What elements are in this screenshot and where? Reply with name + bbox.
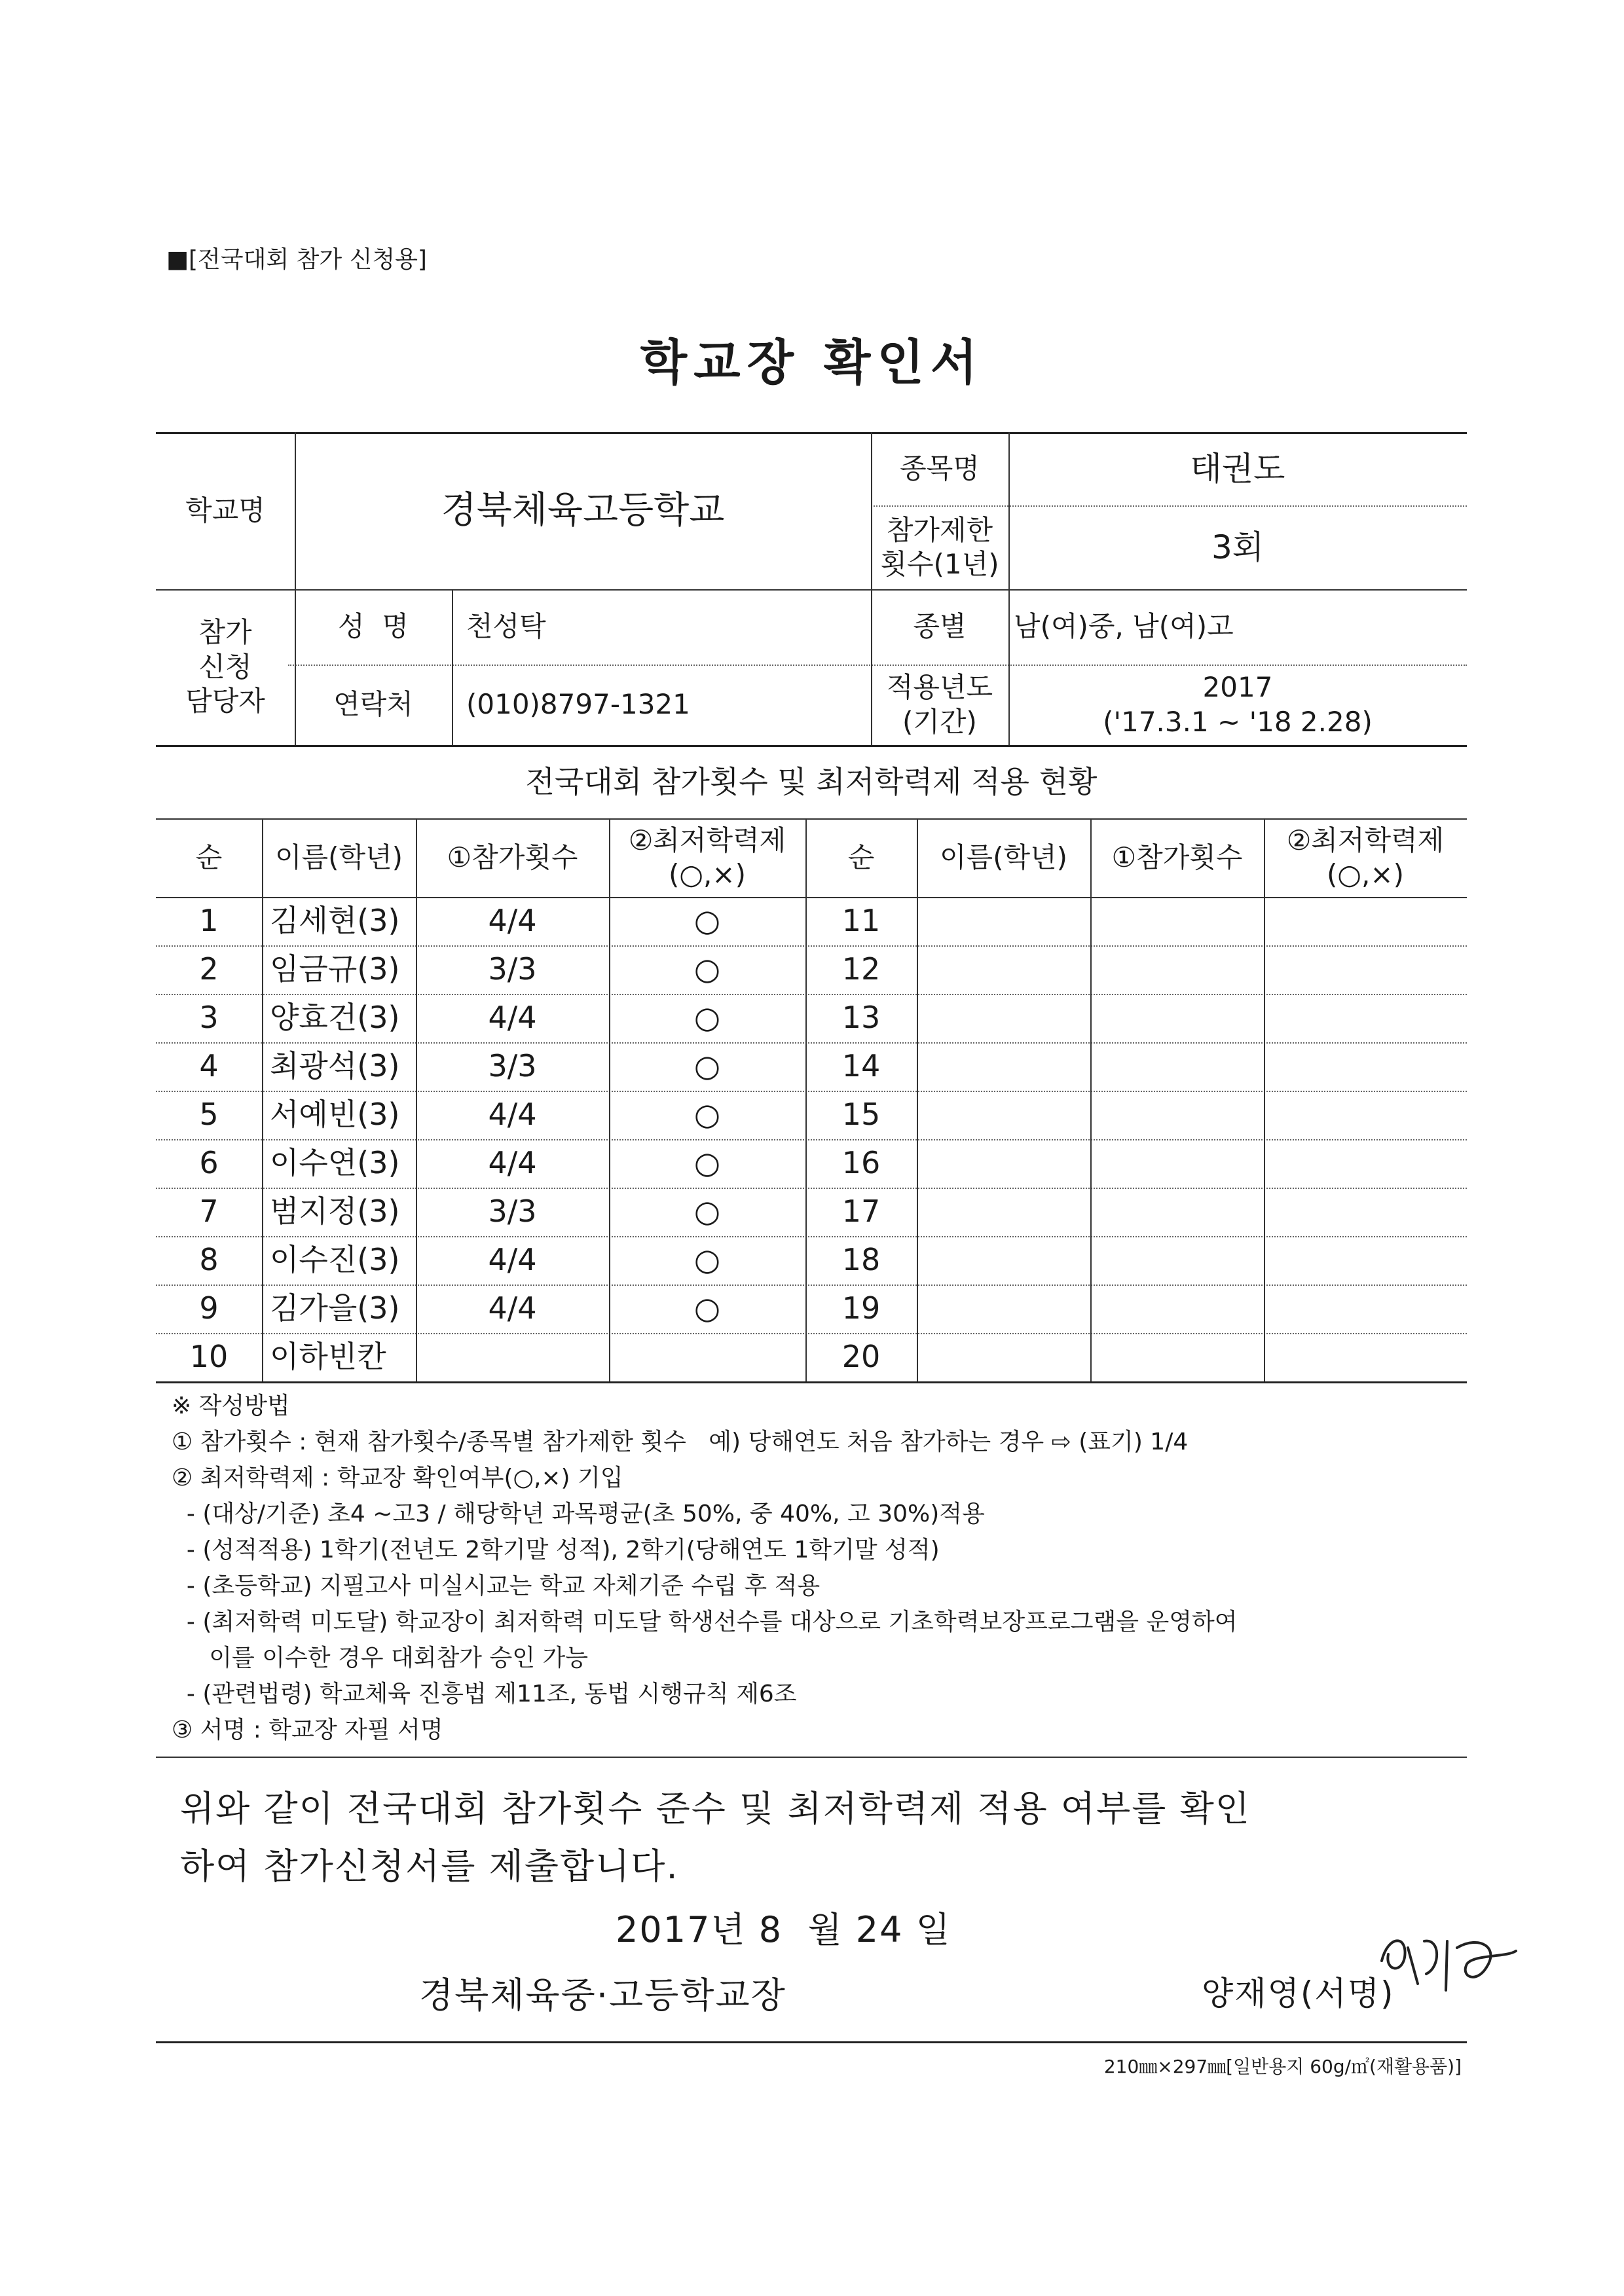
- row-min: ○: [693, 1290, 721, 1326]
- row-no-right: 15: [841, 1097, 881, 1133]
- col-min-left-line2: (○,×): [669, 858, 746, 890]
- row-no-right: 17: [841, 1194, 881, 1230]
- row-no: 3: [199, 1000, 219, 1036]
- col-name-right: 이름(학년): [939, 841, 1068, 873]
- row-count: 4/4: [488, 1145, 537, 1181]
- contact-group-line3: 담당자: [185, 685, 265, 718]
- row-no: 4: [199, 1048, 219, 1084]
- row-no-right: 18: [841, 1242, 881, 1278]
- row-count: 4/4: [488, 1242, 537, 1278]
- year-value: [1008, 665, 1467, 745]
- row-no: 2: [199, 951, 219, 987]
- col-no-left: 순: [195, 841, 223, 873]
- col-min-left: [609, 818, 805, 897]
- row-count: 3/3: [488, 1194, 537, 1230]
- row-min: ○: [693, 1048, 721, 1084]
- instruction-line: - (최저학력 미도달) 학교장이 최저학력 미도달 학생선수를 대상으로 기초학력보장프로그램을 운영하여: [172, 1609, 1238, 1635]
- page-title: 학교장 확인서: [640, 335, 984, 391]
- year-label-line1: 적용년도: [886, 671, 993, 703]
- phone-value: (010)8797-1321: [466, 688, 690, 721]
- row-min: ○: [693, 1145, 721, 1181]
- col-count-left: ①참가횟수: [447, 841, 578, 873]
- row-no: 8: [199, 1242, 219, 1278]
- row-min: ○: [693, 1194, 721, 1230]
- name-value: 천성탁: [466, 610, 546, 643]
- row-no-right: 20: [841, 1339, 881, 1375]
- instruction-line: ① 참가횟수 : 현재 참가횟수/종목별 참가제한 횟수 예) 당해연도 처음 참가하는 경우 ⇨ (표기) 1/4: [172, 1429, 1189, 1455]
- school-label: 학교명: [185, 494, 265, 526]
- instruction-line: - (초등학교) 지필고사 미실시교는 학교 자체기준 수립 후 적용: [172, 1573, 821, 1599]
- row-name: 범지정(3): [270, 1194, 400, 1230]
- row-name: 서예빈(3): [270, 1097, 400, 1133]
- category-label: 종별: [913, 610, 967, 643]
- event-label: 종목명: [900, 452, 980, 484]
- year-value-period: ('17.3.1 ~ '18 2.28): [1103, 705, 1373, 738]
- row-name: 김가을(3): [270, 1290, 400, 1326]
- contact-group-line2: 신청: [198, 650, 252, 683]
- row-no: 6: [199, 1145, 219, 1181]
- row-min: ○: [693, 1242, 721, 1278]
- category-value: 남(여)중, 남(여)고: [1014, 610, 1234, 643]
- row-no: 5: [199, 1097, 219, 1133]
- contact-group-label: [156, 589, 295, 745]
- year-value-year: 2017: [1202, 671, 1273, 703]
- row-no-right: 14: [841, 1048, 881, 1084]
- row-min: [609, 1333, 805, 1381]
- col-no-right: 순: [847, 841, 875, 873]
- row-count: 3/3: [488, 951, 537, 987]
- instruction-line: - (관련법령) 학교체육 진흥법 제11조, 동법 시행규칙 제6조: [172, 1681, 797, 1707]
- year-label: [871, 665, 1008, 745]
- row-no-right: 19: [841, 1290, 881, 1326]
- row-count: 3/3: [488, 1048, 537, 1084]
- limit-value: 3회: [1211, 528, 1264, 566]
- limit-label-line1: 참가제한: [886, 513, 993, 546]
- row-count: 4/4: [488, 1000, 537, 1036]
- limit-label: [871, 505, 1008, 589]
- row-count: 4/4: [488, 1290, 537, 1326]
- col-min-right: [1264, 818, 1467, 897]
- event-value: 태권도: [1190, 449, 1285, 488]
- col-name-left: 이름(학년): [274, 841, 403, 873]
- row-name: 최광석(3): [270, 1048, 400, 1084]
- instruction-line: ② 최저학력제 : 학교장 확인여부(○,×) 기입: [172, 1465, 623, 1491]
- declaration-line2: 하여 참가신청서를 제출합니다.: [180, 1846, 679, 1887]
- row-name: 이수진(3): [270, 1242, 400, 1278]
- row-name: 이수연(3): [270, 1145, 400, 1181]
- school-name: 경북체육고등학교: [441, 489, 725, 532]
- col-min-right-line1: ②최저학력제: [1286, 824, 1445, 856]
- row-count: [416, 1333, 609, 1381]
- instruction-line: ※ 작성방법: [172, 1393, 290, 1419]
- principal-title: 경북체육중·고등학교장: [419, 1975, 786, 2016]
- row-min: ○: [693, 903, 721, 939]
- row-name: 임금규(3): [270, 951, 400, 987]
- instruction-line: 이를 이수한 경우 대회참가 승인 가능: [172, 1645, 589, 1671]
- principal-name: 양재영(서명): [1202, 1975, 1395, 2013]
- form-tag: ■[전국대회 참가 신청용]: [166, 246, 427, 273]
- year-label-line2: (기간): [902, 705, 977, 738]
- instruction-line: - (성적적용) 1학기(전년도 2학기말 성적), 2학기(당해연도 1학기말 성적): [172, 1537, 940, 1563]
- limit-label-line2: 횟수(1년): [880, 548, 999, 580]
- contact-group-line1: 참가: [198, 616, 252, 649]
- row-no-right: 16: [841, 1145, 881, 1181]
- row-min: ○: [693, 1097, 721, 1133]
- row-name: 양효건(3): [270, 1000, 400, 1036]
- row-count: 4/4: [488, 1097, 537, 1133]
- date: 2017년 8 월 24 일: [616, 1909, 951, 1950]
- row-name: 이하빈칸: [270, 1339, 386, 1375]
- row-min: ○: [693, 1000, 721, 1036]
- col-min-right-line2: (○,×): [1327, 858, 1404, 890]
- row-no: 1: [199, 903, 219, 939]
- col-count-right: ①참가횟수: [1111, 841, 1243, 873]
- row-no-right: 11: [841, 903, 881, 939]
- name-label: 성 명: [338, 610, 409, 643]
- instruction-line: - (대상/기준) 초4 ~고3 / 해당학년 과목평균(초 50%, 중 40%, 고 30%)적용: [172, 1501, 985, 1527]
- phone-label: 연락처: [333, 688, 413, 721]
- row-no-right: 13: [841, 1000, 881, 1036]
- instruction-line: ③ 서명 : 학교장 자필 서명: [172, 1717, 443, 1743]
- status-title: 전국대회 참가횟수 및 최저학력제 적용 현황: [525, 764, 1098, 800]
- row-no: 7: [199, 1194, 219, 1230]
- declaration-line1: 위와 같이 전국대회 참가횟수 준수 및 최저학력제 적용 여부를 확인: [180, 1788, 1251, 1829]
- handwritten-signature: [1369, 1922, 1526, 2007]
- col-min-left-line1: ②최저학력제: [628, 824, 786, 856]
- row-no: 10: [189, 1339, 229, 1375]
- row-no: 9: [199, 1290, 219, 1326]
- paper-spec: 210㎜×297㎜[일반용지 60g/㎡(재활용품)]: [1103, 2056, 1462, 2077]
- row-count: 4/4: [488, 903, 537, 939]
- row-min: ○: [693, 951, 721, 987]
- row-no-right: 12: [841, 951, 881, 987]
- row-name: 김세현(3): [270, 903, 400, 939]
